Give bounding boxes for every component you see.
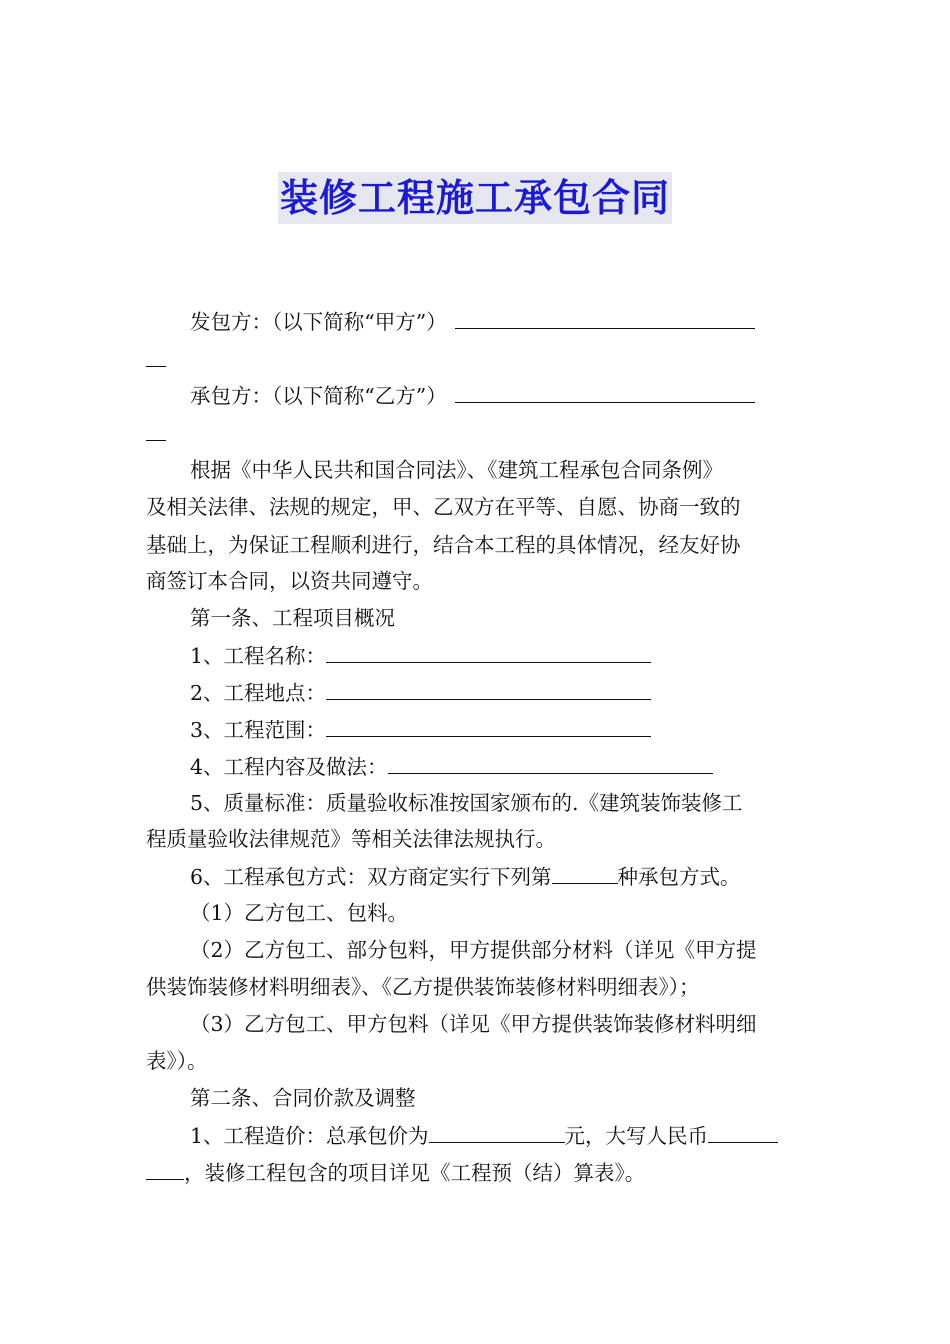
project-location-line: 2、工程地点： — [146, 677, 854, 708]
option-2-line-1: （2）乙方包工、部分包料，甲方提供部分材料（详见《甲方提 — [190, 938, 757, 962]
project-content-line: 4、工程内容及做法： — [146, 751, 854, 782]
article2-heading: 第二条、合同价款及调整 — [190, 1086, 416, 1110]
party-a-blank-cont — [146, 344, 810, 375]
document-title: 装修工程施工承包合同 — [278, 172, 672, 224]
party-a-blank — [455, 306, 755, 329]
party-b-label: 承包方：（以下简称“乙方”） — [190, 384, 447, 408]
quality-line-1: 5、质量标准：质量验收标准按国家颁布的.《建筑装饰装修工 — [190, 791, 743, 815]
preamble-line-1: 根据《中华人民共和国合同法》、《建筑工程承包合同条例》 — [190, 458, 723, 482]
party-b-line — [146, 380, 854, 411]
project-name-line: 1、工程名称： — [146, 640, 854, 671]
project-content-blank — [388, 751, 713, 774]
option-3-line-1: （3）乙方包工、甲方包料（详见《甲方提供装饰装修材料明细 — [190, 1012, 757, 1036]
option-1: （1）乙方包工、包料。 — [190, 901, 409, 925]
contract-mode-line: 6、工程承包方式：双方商定实行下列第 种承包方式。 — [146, 861, 854, 892]
contract-mode-blank — [552, 861, 618, 884]
project-scope-blank — [326, 714, 651, 737]
party-b-blank-cont — [146, 418, 810, 449]
price-words-blank — [708, 1120, 778, 1143]
project-scope-line: 3、工程范围： — [146, 714, 854, 745]
price-line-2: ，装修工程包含的项目详见《工程预（结）算表》。 — [146, 1157, 810, 1188]
party-a-line — [146, 306, 854, 337]
party-a-label: 发包方：（以下简称“甲方”） — [190, 310, 447, 334]
preamble-line-4: 商签订本合同，以资共同遵守。 — [146, 569, 433, 593]
quality-line-2: 程质量验收法律规范》等相关法律法规执行。 — [146, 827, 556, 851]
project-location-blank — [326, 677, 651, 700]
price-line-1: 1、工程造价：总承包价为 元，大写人民币 — [146, 1120, 854, 1151]
preamble-line-2: 及相关法律、法规的规定，甲、乙双方在平等、自愿、协商一致的 — [146, 495, 741, 519]
preamble-line-3: 基础上，为保证工程顺利进行，结合本工程的具体情况，经友好协 — [146, 533, 741, 557]
project-name-blank — [326, 640, 651, 663]
price-number-blank — [429, 1120, 565, 1143]
option-3-line-2: 表》）。 — [146, 1049, 208, 1073]
option-2-line-2: 供装饰装修材料明细表》、《乙方提供装饰装修材料明细表》）； — [146, 975, 700, 999]
party-b-blank — [455, 380, 755, 403]
article1-heading: 第一条、工程项目概况 — [190, 606, 395, 630]
